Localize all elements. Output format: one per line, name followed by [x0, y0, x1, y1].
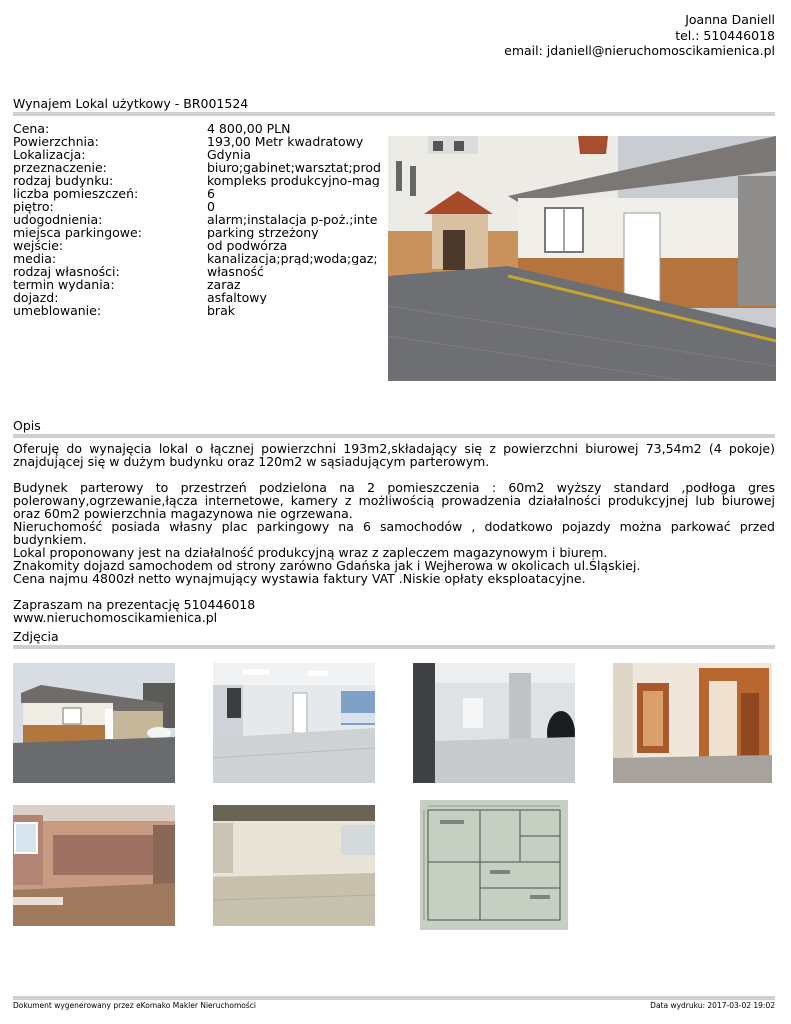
property-row: [13, 239, 386, 252]
footer-print-date: Data wydruku: 2017-03-02 19:02: [650, 1001, 775, 1010]
property-label: umeblowanie:: [13, 303, 102, 318]
floor-plan-image[interactable]: [420, 800, 568, 930]
property-value: asfaltowy: [207, 291, 267, 304]
property-row: [13, 226, 386, 239]
property-label: udogodnienia:: [13, 212, 103, 227]
description-title: Opis: [13, 418, 41, 433]
photos-title: Zdjęcia: [13, 629, 59, 644]
description-paragraph: Lokal proponowany jest na działalność produkcyjną wraz z zapleczem magazynowym i biurem.: [13, 545, 608, 560]
property-value: 4 800,00 PLN: [207, 122, 291, 135]
property-label: miejsca parkingowe:: [13, 225, 142, 240]
property-label: media:: [13, 251, 57, 266]
gallery-photo[interactable]: [413, 663, 575, 783]
listing-title: Wynajem Lokal użytkowy - BR001524: [13, 96, 249, 111]
gallery-photo[interactable]: [13, 805, 175, 926]
agent-phone: tel.: 510446018: [675, 27, 775, 43]
photos-divider: [13, 645, 775, 649]
gallery-photo[interactable]: [213, 805, 375, 926]
property-label: dojazd:: [13, 290, 59, 305]
property-value: 193,00 Metr kwadratowy: [207, 135, 364, 148]
property-value: parking strzeżony: [207, 226, 319, 239]
description-paragraph: Cena najmu 4800zł netto wynajmujący wystawia faktury VAT .Niskie opłaty eksploatacyjne.: [13, 571, 586, 586]
property-label: rodzaj budynku:: [13, 173, 114, 188]
property-value: kanalizacja;prąd;woda;gaz;: [207, 252, 378, 265]
description-paragraph: Zapraszam na prezentację 510446018: [13, 597, 256, 612]
footer-generated-text: Dokument wygenerowany przez eKomako Makler Nieruchomości: [13, 1001, 256, 1010]
description-paragraph: Znakomity dojazd samochodem od strony zarówno Gdańska jak i Wejherowa w okolicach ul.Śląskiej.: [13, 558, 641, 573]
property-row: [13, 278, 386, 291]
property-label: przeznaczenie:: [13, 160, 107, 175]
description: [13, 442, 775, 624]
property-label: wejście:: [13, 238, 64, 253]
footer-divider: [13, 996, 775, 1000]
title-divider: [13, 112, 775, 116]
property-value: od podwórza: [207, 239, 288, 252]
property-value: Gdynia: [207, 148, 252, 161]
gallery-photo[interactable]: [13, 663, 175, 783]
agent-email: email: jdaniell@nieruchomoscikamienica.pl: [504, 43, 775, 58]
property-row: [13, 304, 386, 317]
agent-contact: [504, 12, 775, 59]
property-value: zaraz: [207, 278, 241, 291]
property-value: biuro;gabinet;warsztat;prod: [207, 161, 381, 174]
description-paragraph: Oferuję do wynajęcia lokal o łącznej powierzchni 193m2,składający się z powierzchni biurowej 73,54m2 (4 pokoje) znajdującej się w dużym budynku oraz 120m2 w sąsiadującym parterowym.: [13, 441, 775, 469]
gallery-photo[interactable]: [613, 663, 772, 783]
agent-name: Joanna Daniell: [685, 12, 775, 27]
property-value: 0: [207, 200, 215, 213]
property-value: brak: [207, 304, 235, 317]
property-label: Lokalizacja:: [13, 147, 86, 162]
main-photo[interactable]: [388, 136, 776, 381]
property-label: piętro:: [13, 199, 54, 214]
property-row: [13, 187, 386, 200]
description-divider: [13, 434, 775, 438]
description-paragraph: Budynek parterowy to przestrzeń podzielona na 2 pomieszczenia : 60m2 wyższy standard ,podłoga gres polerowany,ogrzewanie,łącza internetowe, kamery z możliwością prowadzenia działalności produkcyjnej lub biurowej oraz 60m2 powierzchnia magazynowa nie ogrzewana.: [13, 480, 775, 521]
property-label: rodzaj własności:: [13, 264, 120, 279]
property-label: Cena:: [13, 122, 50, 136]
property-value: kompleks produkcyjno-mag: [207, 174, 380, 187]
property-label: liczba pomieszczeń:: [13, 186, 139, 201]
property-value: własność: [207, 265, 264, 278]
property-value: alarm;instalacja p-poż.;inte: [207, 213, 378, 226]
property-label: termin wydania:: [13, 277, 115, 292]
gallery-photo[interactable]: [213, 663, 375, 783]
property-list: [13, 122, 386, 322]
description-paragraph: Nieruchomość posiada własny plac parkingowy na 6 samochodów , dodatkowo pojazdy można parkować przed budynkiem.: [13, 519, 775, 547]
property-label: Powierzchnia:: [13, 134, 99, 149]
property-value: 6: [207, 187, 215, 200]
website-text: www.nieruchomoscikamienica.pl: [13, 610, 218, 625]
